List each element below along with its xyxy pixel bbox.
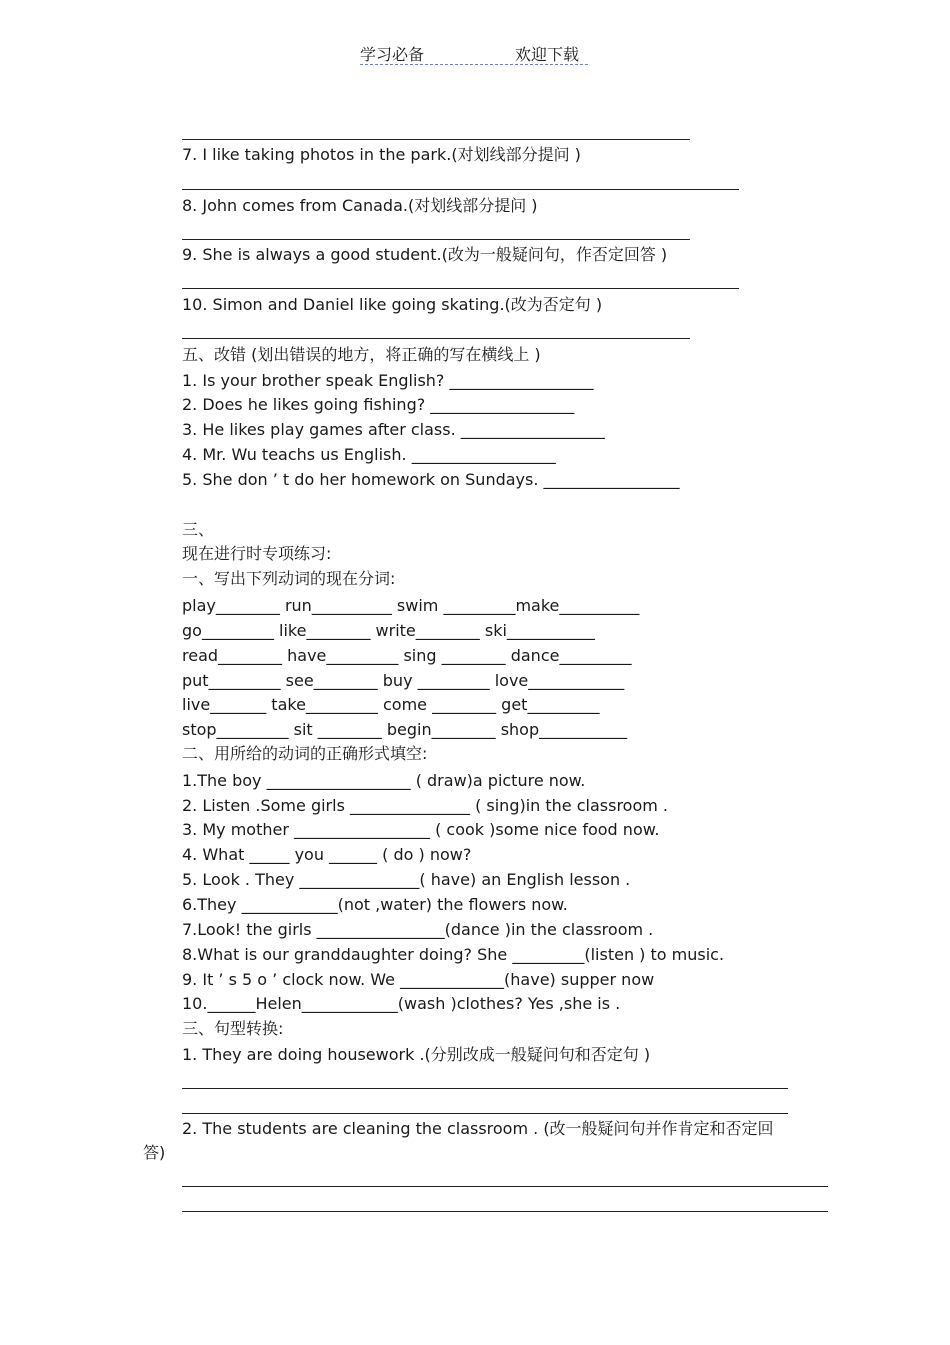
transform-item-continued: 答) <box>143 1143 166 1162</box>
question-9: 9. She is always a good student.(改为一般疑问句，作否定回答 ) <box>182 245 668 264</box>
fill-item: 7.Look! the girls ________________(dance )in the classroom . <box>182 920 654 939</box>
fill-item: 3. My mother _________________ ( cook )some nice food now. <box>182 820 660 839</box>
correction-item: 1. Is your brother speak English? __________________ <box>182 371 594 390</box>
verb-row: put_________ see________ buy _________ love____________ <box>182 671 625 690</box>
section-number: 三、 <box>182 520 215 539</box>
subsection-fill-title: 二、用所给的动词的正确形式填空: <box>182 744 428 763</box>
correction-item: 4. Mr. Wu teachs us English. __________________ <box>182 445 556 464</box>
question-10: 10. Simon and Daniel like going skating.(改为否定句 ) <box>182 295 603 314</box>
verb-row: live_______ take_________ come ________ get_________ <box>182 695 600 714</box>
answer-line <box>182 1186 828 1187</box>
answer-line <box>182 239 690 240</box>
answer-line <box>182 1088 788 1089</box>
fill-item: 4. What _____ you ______ ( do ) now? <box>182 845 472 864</box>
fill-item: 9. It ’ s 5 o ’ clock now. We _____________(have) supper now <box>182 970 655 989</box>
correction-item: 2. Does he likes going fishing? __________________ <box>182 395 575 414</box>
verb-row: stop_________ sit ________ begin________ shop___________ <box>182 720 628 739</box>
header-left: 学习必备 <box>360 45 425 64</box>
fill-item: 1.The boy __________________ ( draw)a picture now. <box>182 771 586 790</box>
answer-line <box>182 338 690 339</box>
question-8: 8. John comes from Canada.(对划线部分提问 ) <box>182 196 538 215</box>
fill-item: 2. Listen .Some girls _______________ ( sing)in the classroom . <box>182 796 669 815</box>
page-header <box>360 42 588 65</box>
answer-line <box>182 139 690 140</box>
subsection-verbs-title: 一、写出下列动词的现在分词: <box>182 569 396 588</box>
fill-item: 10.______Helen____________(wash )clothes? Yes ,she is . <box>182 994 621 1013</box>
fill-item: 8.What is our granddaughter doing? She _________(listen ) to music. <box>182 945 725 964</box>
answer-line <box>182 288 739 289</box>
answer-line <box>182 1113 788 1114</box>
transform-item: 2. The students are cleaning the classroom . (改一般疑问句并作肯定和否定回 <box>182 1119 774 1138</box>
verb-row: go_________ like________ write________ ski___________ <box>182 621 595 640</box>
header-right: 欢迎下载 <box>515 45 580 64</box>
answer-line <box>182 1211 828 1212</box>
verb-row: play________ run__________ swim _________make__________ <box>182 596 640 615</box>
correction-item: 3. He likes play games after class. __________________ <box>182 420 605 439</box>
question-7: 7. I like taking photos in the park.(对划线部分提问 ) <box>182 145 581 164</box>
correction-title: 五、改错 (划出错误的地方，将正确的写在横线上 ) <box>182 345 541 364</box>
fill-item: 5. Look . They _______________( have) an English lesson . <box>182 870 631 889</box>
correction-item: 5. She don ’ t do her homework on Sundays. _________________ <box>182 470 680 489</box>
section-title: 现在进行时专项练习: <box>182 544 332 563</box>
verb-row: read________ have_________ sing ________ dance_________ <box>182 646 632 665</box>
fill-item: 6.They ____________(not ,water) the flowers now. <box>182 895 568 914</box>
subsection-transform-title: 三、句型转换: <box>182 1019 284 1038</box>
transform-item: 1. They are doing housework .(分别改成一般疑问句和否定句 ) <box>182 1045 651 1064</box>
answer-line <box>182 189 739 190</box>
